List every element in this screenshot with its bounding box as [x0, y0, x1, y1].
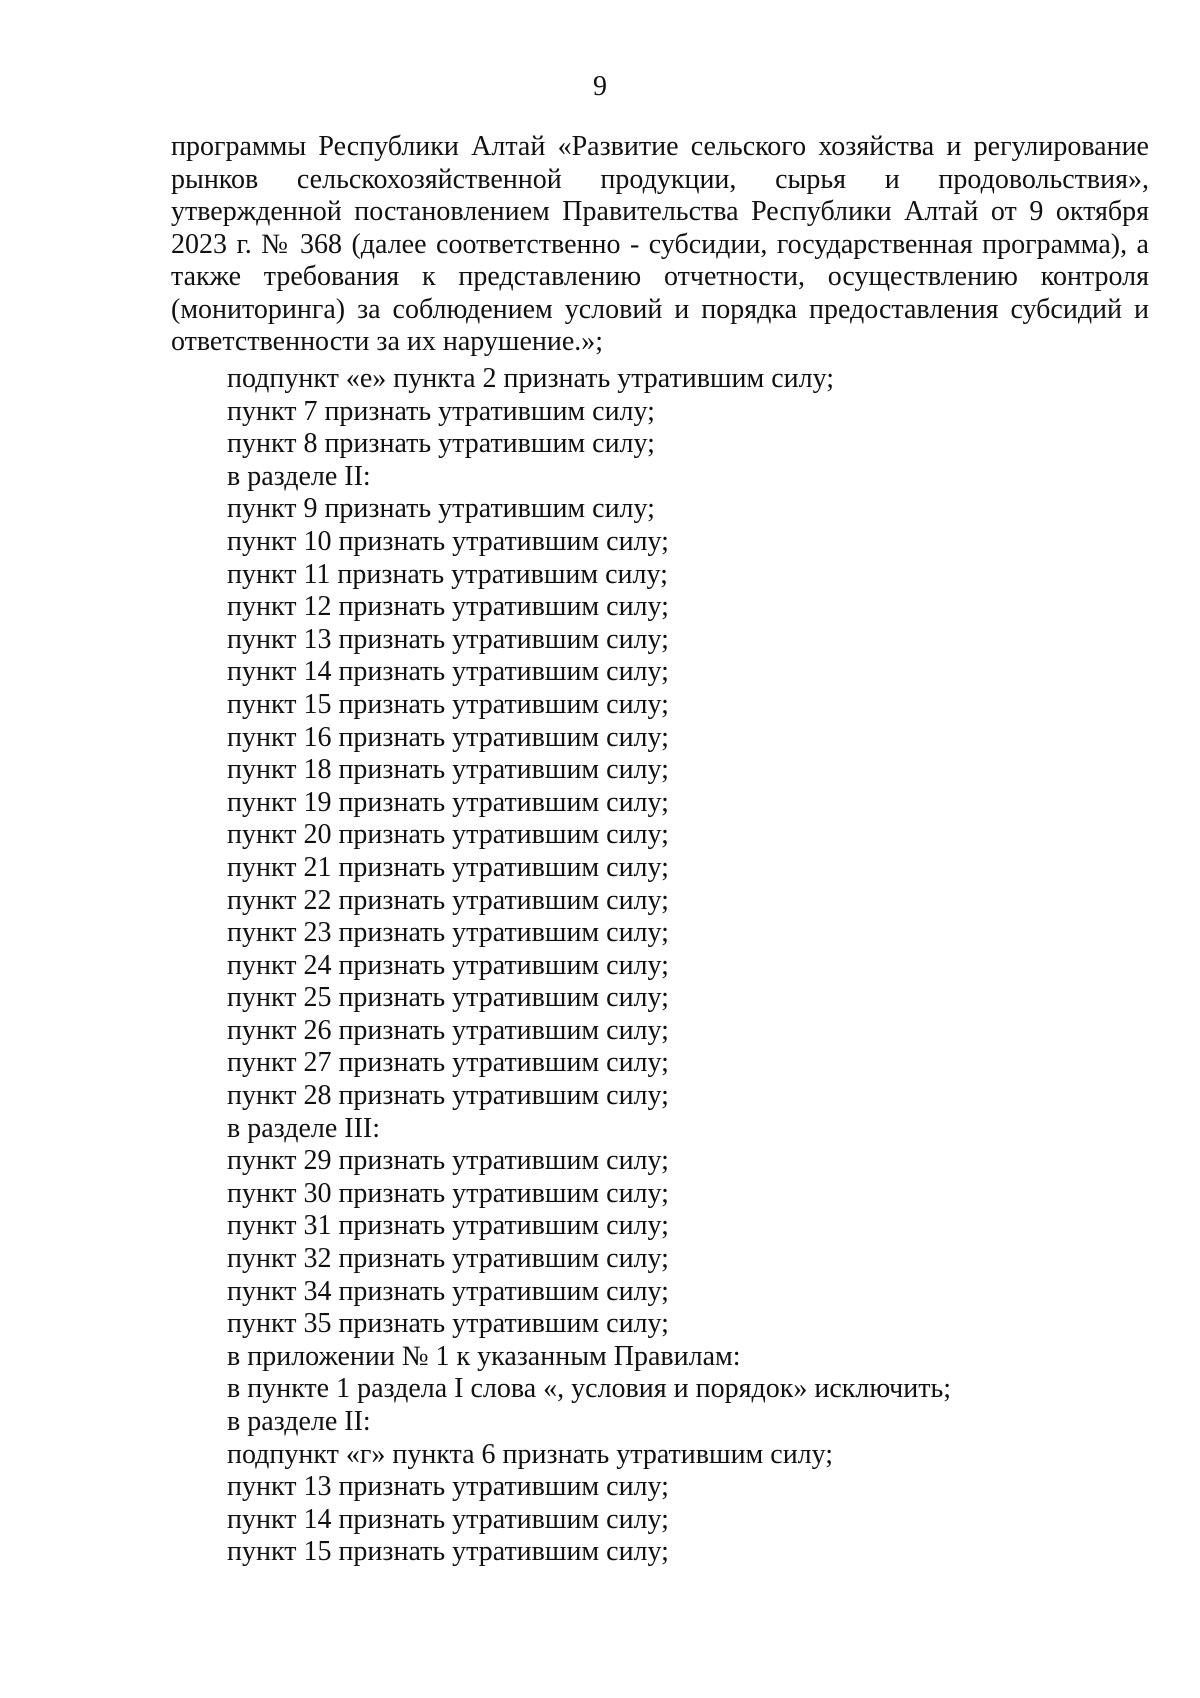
list-item: пункт 32 признать утратившим силу;	[227, 1243, 669, 1275]
list-item: пункт 12 признать утратившим силу;	[227, 591, 669, 623]
list-item: пункт 23 признать утратившим силу;	[227, 917, 669, 949]
list-item: пункт 29 признать утратившим силу;	[227, 1145, 669, 1177]
list-item: пункт 27 признать утратившим силу;	[227, 1047, 669, 1079]
intro-line: программы Республики Алтай «Развитие сельского хозяйства и регулирование	[171, 131, 1149, 162]
list-item: пункт 9 признать утратившим силу;	[227, 493, 655, 525]
list-item: пункт 14 признать утратившим силу;	[227, 1503, 669, 1535]
list-item: пункт 8 признать утратившим силу;	[227, 428, 655, 460]
list-item: пункт 20 признать утратившим силу;	[227, 819, 669, 851]
amendment-list	[227, 363, 1167, 1569]
list-item: пункт 15 признать утратившим силу;	[227, 688, 669, 720]
intro-line: также требования к представлению отчетности, осуществлению контроля	[171, 261, 1149, 292]
page-number: 9	[593, 71, 607, 102]
list-item: пункт 10 признать утратившим силу;	[227, 525, 669, 557]
list-item: подпункт «г» пункта 6 признать утратившим силу;	[227, 1438, 834, 1470]
intro-line: ответственности за их нарушение.»;	[171, 326, 604, 357]
list-item: в разделе II:	[227, 460, 371, 492]
intro-line: утвержденной постановлением Правительства Республики Алтай от 9 октября	[171, 196, 1149, 227]
list-item: в пункте 1 раздела I слова «, условия и порядок» исключить;	[227, 1373, 952, 1405]
list-item: в разделе II:	[227, 1406, 371, 1437]
list-item: пункт 16 признать утратившим силу;	[227, 721, 669, 753]
list-item: пункт 26 признать утратившим силу;	[227, 1014, 669, 1046]
list-item: пункт 19 признать утратившим силу;	[227, 786, 669, 818]
list-item: пункт 30 признать утратившим силу;	[227, 1177, 669, 1209]
intro-line: (мониторинга) за соблюдением условий и порядка предоставления субсидий и	[171, 293, 1149, 325]
list-item: пункт 25 признать утратившим силу;	[227, 982, 669, 1014]
list-item: пункт 34 признать утратившим силу;	[227, 1275, 669, 1307]
list-item: пункт 13 признать утратившим силу;	[227, 1471, 669, 1503]
intro-paragraph	[171, 131, 1149, 359]
list-item: пункт 35 признать утратившим силу;	[227, 1308, 669, 1340]
intro-line: 2023 г. № 368 (далее соответственно - субсидии, государственная программа), а	[171, 228, 1149, 260]
list-item: пункт 28 признать утратившим силу;	[227, 1080, 669, 1112]
list-item: пункт 22 признать утратившим силу;	[227, 884, 669, 916]
list-item: пункт 31 признать утратившим силу;	[227, 1210, 669, 1242]
list-item: пункт 18 признать утратившим силу;	[227, 754, 669, 786]
list-item: пункт 14 признать утратившим силу;	[227, 656, 669, 688]
intro-line: рынков сельскохозяйственной продукции, сырья и продовольствия»,	[171, 163, 1149, 195]
list-item: пункт 13 признать утратившим силу;	[227, 623, 669, 655]
list-item: пункт 24 признать утратившим силу;	[227, 949, 669, 981]
list-item: пункт 7 признать утратившим силу;	[227, 395, 655, 427]
list-item: подпункт «е» пункта 2 признать утратившим силу;	[227, 363, 835, 394]
list-item: пункт 15 признать утратившим силу;	[227, 1536, 669, 1568]
list-item: пункт 11 признать утратившим силу;	[227, 558, 668, 590]
list-item: в разделе III:	[227, 1112, 381, 1144]
list-item: пункт 21 признать утратившим силу;	[227, 851, 669, 883]
list-item: в приложении № 1 к указанным Правилам:	[227, 1340, 741, 1372]
